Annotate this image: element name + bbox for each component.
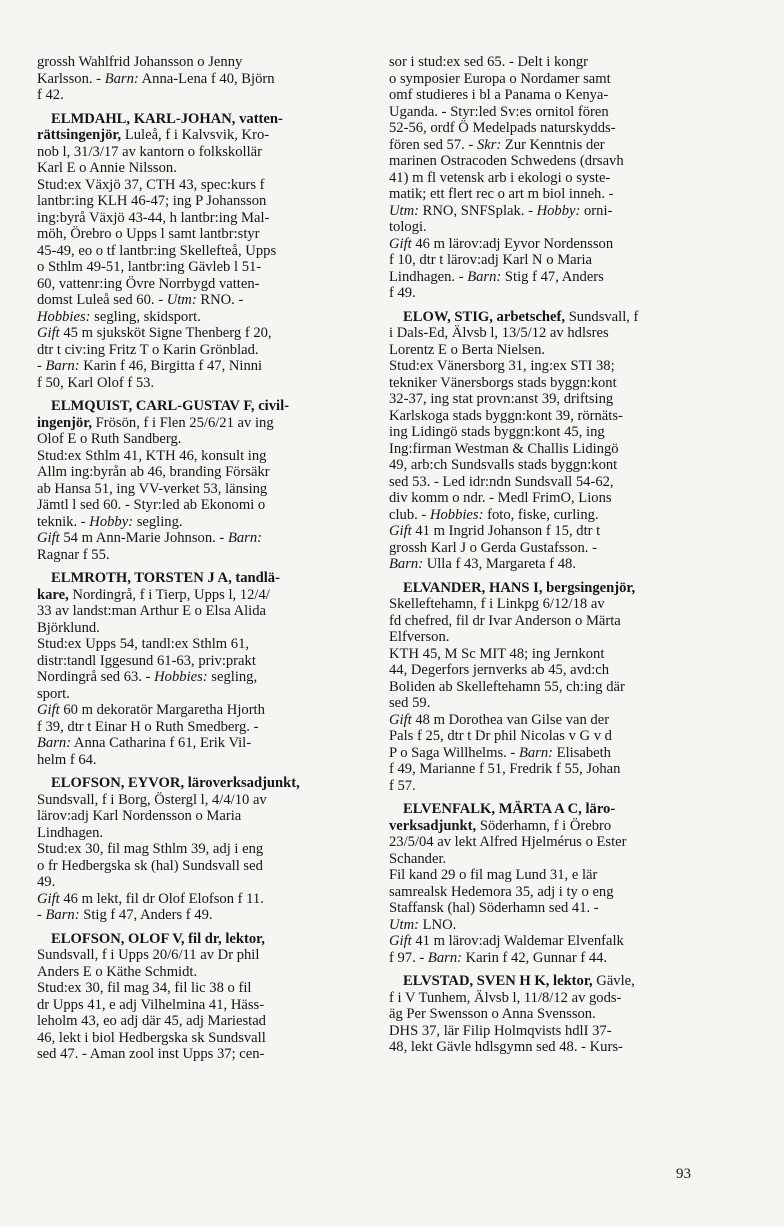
entry-text: f 49.	[389, 285, 416, 301]
entry-text: f 97. -	[389, 949, 428, 966]
entry-line	[37, 1030, 361, 1047]
entry-line	[389, 884, 712, 901]
entry-label: Gift	[389, 933, 412, 949]
entry-line	[389, 646, 712, 663]
entry-line	[389, 269, 712, 286]
entry-name: ELOFSON, OLOF V, fil dr, lektor,	[51, 930, 265, 947]
entry-text: KTH 45, M Sc MIT 48; ing Jernkont	[389, 645, 605, 662]
entry-line	[37, 620, 361, 637]
entry-line	[37, 530, 361, 547]
entry-line	[389, 408, 712, 425]
entry-text: Karlsson. -	[37, 70, 105, 87]
entry-text: sed 47. - Aman zool inst Upps 37; cen-	[37, 1046, 265, 1062]
entry-text: Luleå, f i Kalvsvik, Kro-	[121, 127, 270, 143]
entry-label: Gift	[37, 325, 60, 341]
entry-text: Pals f 25, dtr t Dr phil Nicolas v G v d	[389, 728, 612, 744]
entry-line	[389, 851, 712, 868]
entry-line	[37, 947, 361, 964]
entry-line	[389, 153, 712, 170]
entry-line	[37, 309, 361, 326]
entry-title: verksadjunkt,	[389, 817, 477, 834]
entry-text: Stud:ex Upps 54, tandl:ex Sthlm 61,	[37, 636, 250, 652]
entry-text: foto, fiske, curling.	[483, 506, 599, 523]
entry-label: Utm:	[389, 202, 419, 219]
entry-text: -	[37, 358, 46, 374]
entry-text: Ragnar f 55.	[37, 546, 110, 563]
entry-text: Anna-Lena f 40, Björn	[138, 70, 275, 87]
entry-name: ELMQUIST, CARL-GUSTAV F, civil-	[51, 398, 289, 414]
entry-line	[37, 497, 361, 514]
entry-label: Skr:	[476, 136, 502, 153]
entry-text: Karin f 42, Gunnar f 44.	[461, 949, 608, 966]
entry-text: f 57.	[389, 777, 416, 794]
entry-line	[37, 735, 361, 752]
entry-text: Stud:ex 30, fil mag 34, fil lic 38 o fil	[37, 980, 252, 996]
entry-line	[389, 457, 712, 474]
entry-text: Sundsvall, f i Upps 20/6/11 av Dr phil	[37, 947, 260, 963]
entry-text: LNO.	[419, 916, 457, 933]
biography-entry	[37, 775, 361, 924]
entry-text: Nordingrå, f i Tierp, Upps l, 12/4/	[68, 586, 270, 603]
entry-label: Gift	[37, 530, 60, 546]
entry-label: Gift	[389, 235, 412, 252]
entry-text: Anders E o Käthe Schmidt.	[37, 963, 198, 980]
entry-label: Barn:	[518, 744, 554, 761]
entry-text: 44, Degerfors jernverks ab 45, avd:ch	[389, 662, 610, 678]
entry-text: Stud:ex Sthlm 41, KTH 46, konsult ing	[37, 447, 267, 464]
entry-text: fören sed 57. -	[389, 136, 477, 153]
entry-text: grossh Karl J o Gerda Gustafsson. -	[389, 539, 597, 556]
entry-label: Barn:	[389, 556, 424, 572]
entry-line	[389, 358, 712, 375]
entry-text: grossh Wahlfrid Johansson o Jenny	[37, 54, 243, 70]
entry-line	[389, 679, 712, 696]
entry-text: i Dals-Ed, Älvsb l, 13/5/12 av hdlsres	[389, 325, 609, 341]
entry-text: dtr t civ:ing Fritz T o Karin Grönblad.	[37, 341, 259, 358]
entry-line	[37, 431, 361, 448]
entry-text: Olof E o Ruth Sandberg.	[37, 431, 182, 447]
entry-text: Sundsvall, f i Borg, Östergl l, 4/4/10 av	[37, 791, 267, 808]
entry-line	[37, 686, 361, 703]
entry-line	[37, 415, 361, 432]
entry-label: Utm:	[389, 916, 419, 933]
entry-line	[37, 292, 361, 309]
entry-line	[389, 219, 712, 236]
entry-line	[37, 891, 361, 908]
entry-heading-line	[389, 309, 712, 326]
entry-text: matik; ett flert rec o art m biol inneh. -	[389, 186, 614, 202]
entry-line	[37, 127, 361, 144]
entry-text: sed 59.	[389, 695, 431, 711]
entry-line	[389, 203, 712, 220]
entry-text: domst Luleå sed 60. -	[37, 292, 167, 308]
entry-label: Gift	[389, 523, 412, 539]
entry-line	[389, 867, 712, 884]
entry-text: RNO. -	[196, 292, 244, 308]
entry-line	[37, 325, 361, 342]
entry-line	[37, 808, 361, 825]
entry-name: ELVSTAD, SVEN H K, lektor,	[403, 973, 593, 989]
entry-text: Karlskoga stads byggn:kont 39, rörnäts-	[389, 407, 623, 424]
entry-line	[389, 236, 712, 253]
entry-line	[389, 745, 712, 762]
entry-line	[37, 358, 361, 375]
entry-label: Barn:	[45, 907, 80, 923]
entry-label: Hobby:	[89, 513, 134, 530]
entry-line	[37, 160, 361, 177]
biography-entry	[389, 801, 712, 966]
entry-text: Stig f 47, Anders f 49.	[79, 907, 213, 923]
entry-line	[389, 523, 712, 540]
entry-label: Barn:	[45, 358, 80, 374]
biography-entry	[37, 931, 361, 1063]
entry-text: f 10, dtr t lärov:adj Karl N o Maria	[389, 252, 593, 268]
entry-text: Zur Kenntnis der	[501, 136, 605, 153]
entry-heading-line	[37, 111, 361, 128]
entry-text: tekniker Vänersborgs stads byggn:kont	[389, 374, 617, 391]
entry-heading-line	[389, 801, 712, 818]
entry-text: RNO, SNFSplak. -	[419, 202, 537, 219]
entry-line	[389, 474, 712, 491]
entry-line	[389, 104, 712, 121]
entry-text: o symposier Europa o Nordamer samt	[389, 70, 611, 87]
entry-continuation	[389, 54, 712, 302]
entry-text: Lorentz E o Berta Nielsen.	[389, 341, 546, 358]
entry-text: marinen Ostracoden Schwedens (drsavh	[389, 153, 624, 169]
entry-text: o Sthlm 49-51, lantbr:ing Gävleb l 51-	[37, 259, 262, 275]
entry-label: Hobbies:	[429, 506, 484, 523]
entry-name: ELVENFALK, MÄRTA A C, läro-	[403, 801, 616, 817]
entry-line	[37, 792, 361, 809]
entry-text: Fil kand 29 o fil mag Lund 31, e lär	[389, 867, 598, 883]
entry-text: 23/5/04 av lekt Alfred Hjelmérus o Ester	[389, 834, 627, 850]
entry-text: 33 av landst:man Arthur E o Elsa Alida	[37, 603, 267, 619]
entry-label: Gift	[37, 890, 60, 907]
entry-heading-line	[37, 931, 361, 948]
entry-text: 60 m dekoratör Margaretha Hjorth	[59, 702, 265, 718]
entry-line	[37, 481, 361, 498]
entry-name: ELMROTH, TORSTEN J A, tandlä-	[51, 570, 280, 586]
right-column	[389, 54, 712, 1063]
entry-text: möh, Örebro o Upps l samt lantbr:styr	[37, 226, 260, 242]
entry-line	[37, 841, 361, 858]
entry-line	[389, 54, 712, 71]
entry-line	[389, 120, 712, 137]
entry-line	[389, 170, 712, 187]
entry-text: sor i stud:ex sed 65. - Delt i kongr	[389, 54, 589, 70]
entry-text: Boliden ab Skelleftehamn 55, ch:ing där	[389, 678, 625, 695]
entry-label: Barn:	[104, 70, 139, 87]
entry-text: 45-49, eo o tf lantbr:ing Skellefteå, Upps	[37, 242, 277, 259]
entry-text: f 39, dtr t Einar H o Ruth Smedberg. -	[37, 718, 259, 735]
entry-text: Lindhagen. -	[389, 268, 468, 285]
entry-label: Hobbies:	[154, 669, 208, 685]
entry-text: Karl E o Annie Nilsson.	[37, 160, 177, 176]
entry-text: Lindhagen.	[37, 824, 104, 841]
entry-line	[389, 629, 712, 646]
entry-line	[37, 603, 361, 620]
entry-text: Söderhamn, f i Örebro	[476, 817, 612, 834]
entry-line	[37, 259, 361, 276]
entry-line	[389, 818, 712, 835]
entry-line	[37, 243, 361, 260]
entry-label: Barn:	[37, 735, 72, 751]
entry-text: Uganda. - Styr:led Sv:es ornitol fören	[389, 103, 609, 120]
entry-line	[389, 662, 712, 679]
entry-text: Elisabeth	[553, 744, 611, 761]
entry-line	[37, 653, 361, 670]
entry-text: 54 m Ann-Marie Johnson. -	[59, 530, 228, 546]
entry-text: club. -	[389, 506, 430, 523]
entry-continuation	[37, 54, 361, 104]
entry-line	[37, 1013, 361, 1030]
entry-label: Hobby:	[536, 202, 581, 219]
entry-line	[37, 193, 361, 210]
entry-line	[389, 834, 712, 851]
entry-name: ELMDAHL, KARL-JOHAN, vatten-	[51, 110, 283, 127]
entry-line	[389, 917, 712, 934]
entry-text: Karin f 46, Birgitta f 47, Ninni	[79, 358, 263, 374]
entry-text: teknik. -	[37, 513, 90, 530]
entry-line	[37, 547, 361, 564]
entry-text: 48 m Dorothea van Gilse van der	[411, 711, 610, 728]
entry-line	[389, 990, 712, 1007]
entry-text: ing:byrå Växjö 43-44, h lantbr:ing Mal-	[37, 209, 270, 226]
entry-line	[389, 1039, 712, 1056]
entry-text: distr:tandl Iggesund 61-63, priv:prakt	[37, 652, 256, 669]
entry-text: P o Saga Willhelms. -	[389, 744, 519, 761]
entry-text: samrealsk Hedemora 35, adj i ty o eng	[389, 883, 614, 900]
entry-line	[389, 613, 712, 630]
entry-line	[389, 1006, 712, 1023]
entry-text: 46, lekt i biol Hedbergska sk Sundsvall	[37, 1029, 266, 1046]
entry-text: Gävle,	[592, 973, 635, 989]
entry-line	[389, 285, 712, 302]
entry-text: 45 m sjuksköt Signe Thenberg f 20,	[59, 325, 272, 341]
entry-text: Stud:ex Växjö 37, CTH 43, spec:kurs f	[37, 176, 265, 193]
entry-title: ingenjör,	[37, 414, 93, 431]
entry-line	[389, 71, 712, 88]
entry-line	[389, 507, 712, 524]
page-number: 93	[676, 1166, 691, 1182]
entry-text: Björklund.	[37, 619, 100, 636]
entry-line	[37, 87, 361, 104]
entry-text: 48, lekt Gävle hdlsgymn sed 48. - Kurs-	[389, 1039, 623, 1055]
entry-text: 52-56, ordf Ö Medelpads naturskydds-	[389, 120, 616, 136]
entry-text: f 49, Marianne f 51, Fredrik f 55, Johan	[389, 761, 621, 777]
entry-text: fd chefred, fil dr Ivar Anderson o Märta	[389, 612, 621, 629]
entry-line	[389, 596, 712, 613]
entry-name: ELOW, STIG, arbetschef,	[403, 308, 566, 325]
entry-text: lantbr:ing KLH 46-47; ing P Johansson	[37, 193, 267, 209]
entry-line	[37, 702, 361, 719]
biography-entry	[37, 570, 361, 768]
entry-line	[389, 761, 712, 778]
entry-line	[389, 933, 712, 950]
entry-label: Barn:	[427, 949, 462, 966]
entry-line	[389, 325, 712, 342]
entry-text: Allm ing:byrån ab 46, branding Försäkr	[37, 464, 270, 480]
entry-text: Stig f 47, Anders	[501, 268, 604, 285]
entry-line	[389, 342, 712, 359]
biography-entry	[37, 111, 361, 392]
entry-line	[37, 980, 361, 997]
entry-text: Sundsvall, f	[565, 308, 639, 325]
entry-text: 49, arb:ch Sundsvalls stads byggn:kont	[389, 457, 618, 473]
entry-line	[389, 490, 712, 507]
entry-text: Stud:ex 30, fil mag Sthlm 39, adj i eng	[37, 841, 264, 857]
entry-text: 46 m lekt, fil dr Olof Elofson f 11.	[59, 890, 264, 907]
entry-line	[37, 514, 361, 531]
entry-line	[389, 375, 712, 392]
entry-heading-line	[389, 580, 712, 597]
entry-text: Staffansk (hal) Söderhamn sed 41. -	[389, 900, 599, 916]
entry-text: äg Per Swensson o Anna Svensson.	[389, 1006, 596, 1022]
entry-line	[389, 728, 712, 745]
entry-line	[37, 874, 361, 891]
entry-text: DHS 37, lär Filip Holmqvists hdlI 37-	[389, 1022, 612, 1039]
entry-line	[37, 144, 361, 161]
entry-line	[37, 719, 361, 736]
entry-line	[389, 186, 712, 203]
entry-line	[389, 424, 712, 441]
entry-text: leholm 43, eo adj där 45, adj Mariestad	[37, 1013, 266, 1029]
entry-label: Gift	[37, 702, 60, 718]
entry-line	[37, 825, 361, 842]
entry-text: dr Upps 41, e adj Vilhelmina 41, Häss-	[37, 996, 265, 1013]
entry-label: Barn:	[227, 530, 262, 546]
entry-text: 41 m lärov:adj Waldemar Elvenfalk	[411, 933, 624, 949]
entry-line	[37, 997, 361, 1014]
entry-line	[37, 375, 361, 392]
entry-text: Frösön, f i Flen 25/6/21 av ing	[92, 414, 274, 431]
entry-line	[37, 636, 361, 653]
entry-line	[37, 1046, 361, 1063]
entry-text: 60, vattenr:ing Övre Norrbygd vatten-	[37, 275, 260, 292]
entry-line	[37, 226, 361, 243]
entry-line	[389, 556, 712, 573]
biography-entry	[37, 398, 361, 563]
entry-line	[389, 900, 712, 917]
entry-label: Utm:	[166, 292, 197, 308]
entry-text: ing Lidingö stads byggn:kont 45, ing	[389, 424, 605, 440]
entry-text: orni-	[580, 202, 613, 219]
biography-entry	[389, 309, 712, 573]
entry-text: Stud:ex Vänersborg 31, ing:ex STI 38;	[389, 358, 615, 374]
entry-line	[389, 1023, 712, 1040]
entry-text: ab Hansa 51, ing VV-verket 53, länsing	[37, 480, 268, 497]
entry-text: 32-37, ing stat provn:anst 39, driftsing	[389, 391, 614, 407]
entry-text: Schander.	[389, 850, 447, 867]
entry-text: 41 m Ingrid Johanson f 15, dtr t	[411, 523, 601, 539]
entry-text: Ing:firman Westman & Challis Lidingö	[389, 440, 619, 457]
entry-text: helm f 64.	[37, 751, 97, 768]
entry-line	[37, 858, 361, 875]
entry-line	[389, 87, 712, 104]
entry-heading-line	[37, 570, 361, 587]
entry-line	[37, 907, 361, 924]
entry-text: Elfverson.	[389, 629, 450, 645]
entry-text: 49.	[37, 874, 56, 890]
entry-line	[37, 177, 361, 194]
entry-text: sport.	[37, 685, 70, 702]
entry-line	[37, 587, 361, 604]
entry-name: ELVANDER, HANS I, bergsingenjör,	[403, 579, 636, 596]
entry-heading-line	[37, 398, 361, 415]
entry-text: Skelleftehamn, f i Linkpg 6/12/18 av	[389, 596, 605, 612]
entry-line	[37, 210, 361, 227]
biography-entry	[389, 580, 712, 795]
entry-line	[389, 778, 712, 795]
entry-text: f 50, Karl Olof f 53.	[37, 374, 155, 391]
entry-line	[37, 71, 361, 88]
entry-line	[37, 964, 361, 981]
entry-label: Gift	[389, 711, 412, 728]
entry-title: kare,	[37, 586, 69, 603]
entry-text: f i V Tunhem, Älvsb l, 11/8/12 av gods-	[389, 989, 622, 1006]
entry-text: Jämtl l sed 60. - Styr:led ab Ekonomi o	[37, 497, 266, 513]
entry-line	[37, 54, 361, 71]
entry-line	[37, 448, 361, 465]
left-column	[37, 54, 361, 1070]
entry-name: ELOFSON, EYVOR, läroverksadjunkt,	[51, 775, 300, 791]
entry-text: nob l, 31/3/17 av kantorn o folkskollär	[37, 143, 262, 160]
entry-text: 41) m fl vetensk arb i ekologi o syste-	[389, 169, 611, 186]
entry-line	[389, 441, 712, 458]
entry-text: sed 53. - Led idr:ndn Sundsvall 54-62,	[389, 473, 614, 490]
entry-text: Anna Catharina f 61, Erik Vil-	[71, 735, 252, 751]
entry-line	[389, 695, 712, 712]
entry-line	[389, 137, 712, 154]
entry-text: f 42.	[37, 87, 64, 103]
entry-text: segling.	[133, 513, 183, 530]
entry-text: -	[37, 907, 46, 923]
entry-text: Nordingrå sed 63. -	[37, 669, 155, 685]
entry-label: Barn:	[467, 268, 502, 285]
entry-text: tologi.	[389, 219, 427, 235]
entry-text: Ulla f 43, Margareta f 48.	[423, 556, 576, 572]
entry-text: div komm o ndr. - Medl FrimO, Lions	[389, 490, 612, 506]
entry-line	[37, 276, 361, 293]
entry-line	[389, 712, 712, 729]
entry-label: Hobbies:	[37, 308, 91, 325]
entry-line	[389, 540, 712, 557]
entry-text: segling, skidsport.	[90, 308, 201, 325]
entry-heading-line	[37, 775, 361, 792]
entry-text: lärov:adj Karl Nordensson o Maria	[37, 808, 242, 824]
entry-heading-line	[389, 973, 712, 990]
entry-line	[37, 752, 361, 769]
entry-text: 46 m lärov:adj Eyvor Nordensson	[411, 235, 614, 252]
entry-line	[389, 391, 712, 408]
entry-text: o fr Hedbergska sk (hal) Sundsvall sed	[37, 857, 263, 874]
entry-line	[389, 950, 712, 967]
entry-line	[37, 342, 361, 359]
entry-text: omf studieres i bl a Panama o Kenya-	[389, 87, 609, 103]
entry-title: rättsingenjör,	[37, 127, 122, 143]
biography-entry	[389, 973, 712, 1056]
entry-text: segling,	[207, 669, 258, 685]
entry-line	[37, 464, 361, 481]
entry-line	[389, 252, 712, 269]
entry-line	[37, 669, 361, 686]
